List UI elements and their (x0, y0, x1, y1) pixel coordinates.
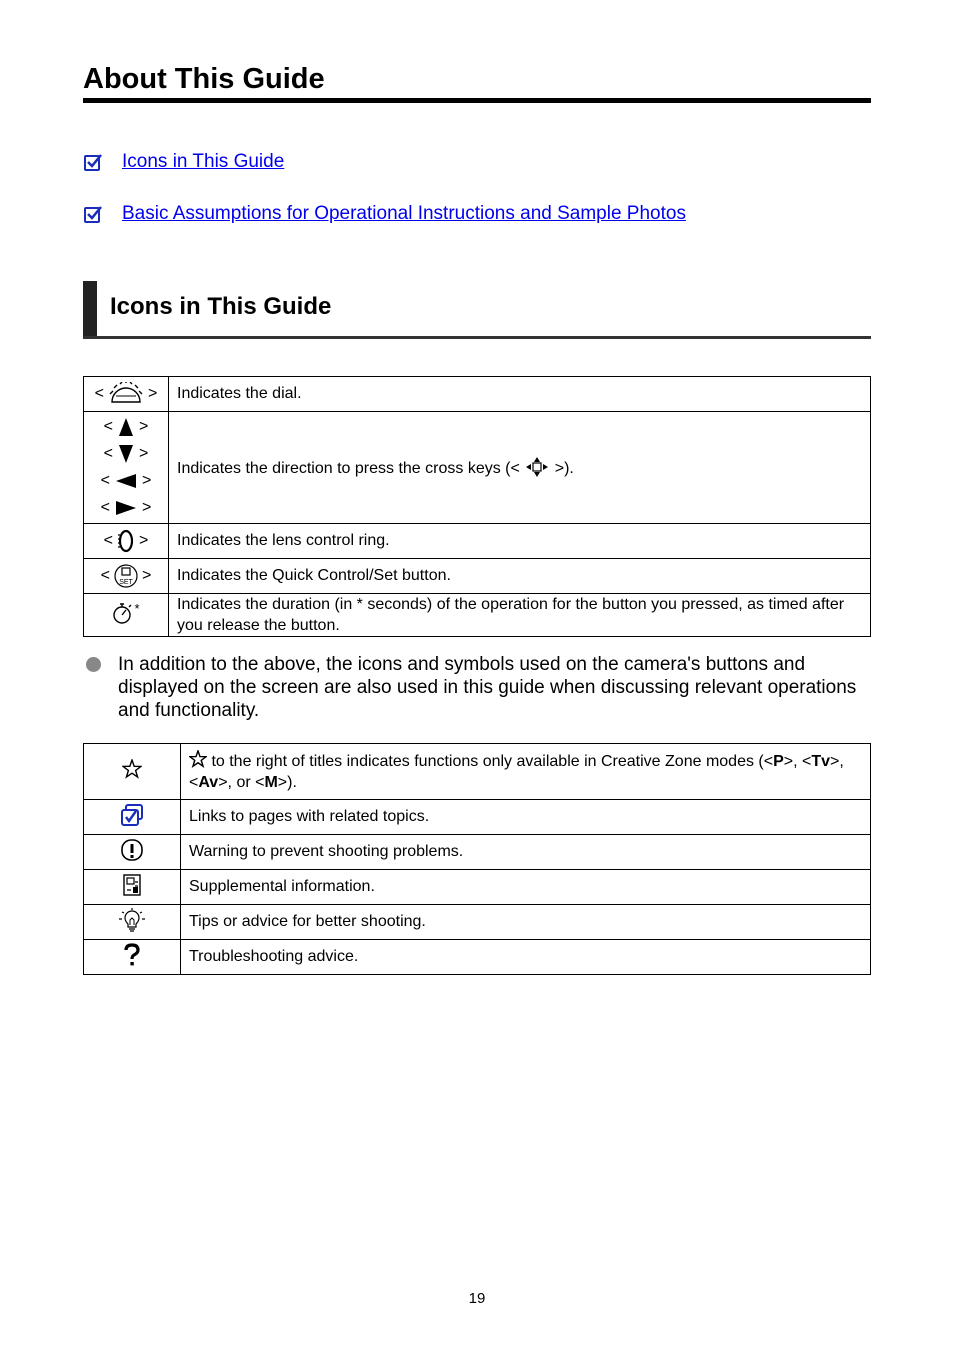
section-rule (83, 336, 871, 339)
table-row (84, 800, 871, 835)
description-cell: Indicates the duration (in * seconds) of the operation for the button you pressed, as timed after you release the button. (169, 594, 871, 637)
up-arrow-icon (118, 417, 134, 437)
symbol-cell (84, 905, 181, 940)
symbol-cell (84, 594, 169, 637)
bullet-dot (86, 657, 101, 672)
symbol-cell: < > < > < > < > (84, 412, 169, 524)
description-cell: Indicates the dial. (169, 377, 871, 412)
symbol-cell (84, 744, 181, 800)
symbol-cell: < > (84, 377, 169, 412)
title-rule (83, 98, 871, 103)
table-row (84, 377, 871, 412)
quick-control-set-button-icon (114, 564, 138, 588)
table-row (84, 412, 871, 524)
table-row (84, 835, 871, 870)
description-cell: Links to pages with related topics. (181, 800, 871, 835)
symbol-cell (84, 940, 181, 975)
table-row (84, 559, 871, 594)
cross-keys-icon (526, 457, 548, 477)
description-cell: Supplemental information. (181, 870, 871, 905)
timer-icon (112, 601, 134, 625)
bullet-text: In addition to the above, the icons and symbols used on the camera's buttons and displayed on the screen are also used in this guide when discussing relevant operations and functionality. (118, 654, 857, 721)
section-title: Icons in This Guide (110, 293, 332, 320)
toc-item-icons[interactable] (83, 148, 284, 176)
warning-icon (121, 838, 143, 862)
symbol-cell (84, 835, 181, 870)
toc-link-basic-assumptions[interactable]: Basic Assumptions for Operational Instructions and Sample Photos (122, 203, 686, 224)
description-cell: Troubleshooting advice. (181, 940, 871, 975)
checkbox-link-icon (83, 152, 103, 172)
bullet-note (83, 653, 871, 722)
toc-item-basic-assumptions[interactable] (83, 200, 686, 228)
star-icon (122, 759, 142, 779)
symbol-cell (84, 870, 181, 905)
star-icon (189, 750, 207, 768)
toc-link-icons-in-this-guide[interactable]: Icons in This Guide (122, 151, 285, 172)
description-cell: Indicates the Quick Control/Set button. (169, 559, 871, 594)
table-row (84, 594, 871, 637)
checkbox-link-icon (83, 204, 103, 224)
description-cell: Tips or advice for better shooting. (181, 905, 871, 940)
question-icon (123, 943, 141, 967)
page-title: About This Guide (83, 63, 325, 95)
table-row (84, 905, 871, 940)
timer-suffix: * (134, 600, 140, 616)
lens-control-ring-icon (117, 529, 135, 553)
svg-text:SET: SET (119, 579, 133, 586)
note-icon (123, 874, 141, 896)
right-arrow-icon (115, 500, 137, 516)
tip-lightbulb-icon (119, 908, 145, 932)
symbol-cell: < SET > (84, 559, 169, 594)
icons-table-2 (83, 743, 871, 975)
section-bar (83, 281, 97, 337)
table-row (84, 744, 871, 800)
description-cell: Indicates the direction to press the cross keys (< >). (169, 412, 871, 524)
description-cell: Indicates the lens control ring. (169, 524, 871, 559)
down-arrow-icon (118, 444, 134, 464)
page-number: 19 (468, 1290, 486, 1307)
description-cell: to the right of titles indicates functions only available in Creative Zone modes (<P>, <Tv>, <Av>, or <M>). (181, 744, 871, 800)
description-cell: Warning to prevent shooting problems. (181, 835, 871, 870)
dial-icon (108, 382, 144, 406)
symbol-cell (84, 800, 181, 835)
table-row (84, 940, 871, 975)
icons-table-1 (83, 376, 871, 637)
table-row (84, 524, 871, 559)
related-link-icon (120, 803, 144, 827)
section-header (83, 281, 871, 337)
left-arrow-icon (115, 473, 137, 489)
symbol-cell: < > (84, 524, 169, 559)
table-row (84, 870, 871, 905)
